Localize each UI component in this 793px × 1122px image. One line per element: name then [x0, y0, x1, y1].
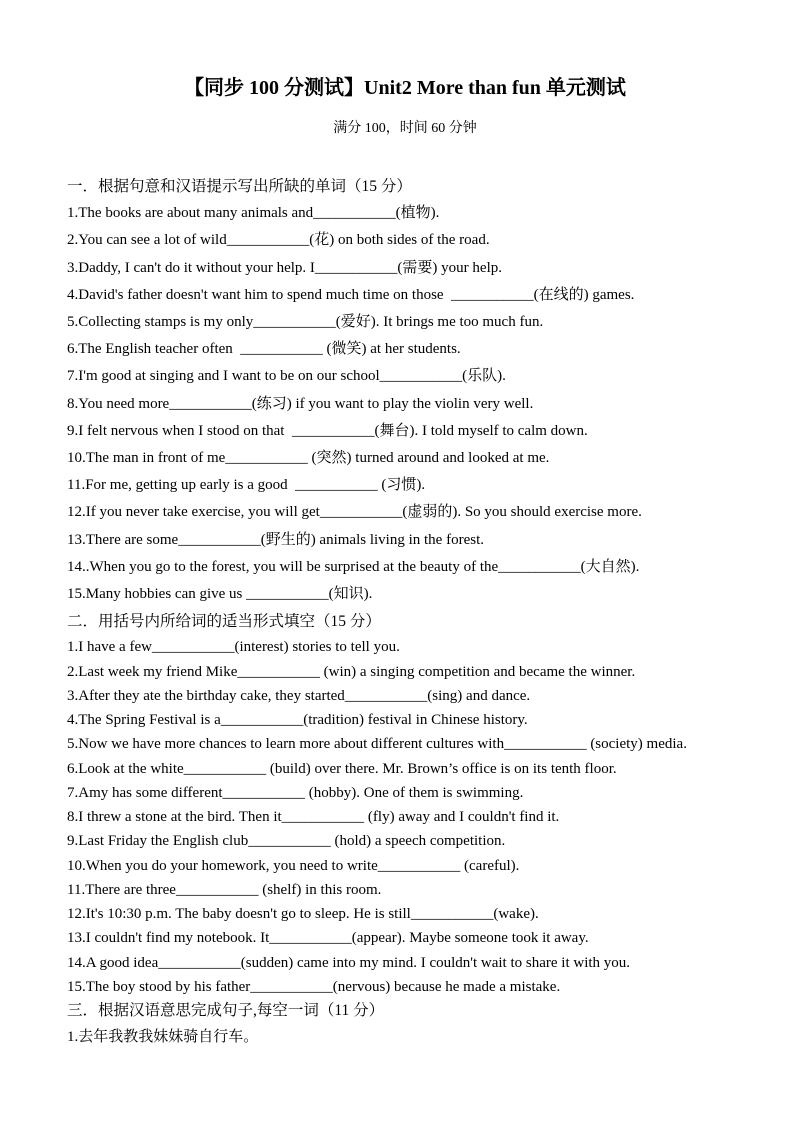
question-line: 1.去年我教我妹妹骑自行车。 [67, 1028, 259, 1045]
question-line: 11.For me, getting up early is a good ___________ (习惯). [67, 477, 426, 494]
section-heading: 三．根据汉语意思完成句子,每空一词（11 分） [67, 1002, 385, 1020]
question-line: 14.A good idea___________(sudden) came into my mind. I couldn't wait to share it with you. [67, 954, 631, 971]
page-title: 【同步 100 分测试】Unit2 More than fun 单元测试 [184, 77, 626, 99]
question-line: 5.Now we have more chances to learn more about different cultures with___________ (society) media. [67, 736, 687, 753]
question-line: 10.When you do your homework, you need to write___________ (careful). [67, 857, 520, 874]
question-line: 14..When you go to the forest, you will be surprised at the beauty of the___________(大自然). [67, 558, 640, 575]
question-line: 3.Daddy, I can't do it without your help. I___________(需要) your help. [67, 259, 502, 276]
question-line: 12.If you never take exercise, you will get___________(虚弱的). So you should exercise more. [67, 504, 642, 521]
question-line: 1.I have a few___________(interest) stories to tell you. [67, 639, 400, 656]
question-list [67, 1024, 753, 1051]
question-line: 2.You can see a lot of wild___________(花) on both sides of the road. [67, 232, 490, 249]
question-line: 9.I felt nervous when I stood on that ___________(舞台). I told myself to calm down. [67, 422, 588, 439]
question-line: 4.David's father doesn't want him to spend much time on those ___________(在线的) games. [67, 286, 635, 303]
page-subtitle: 满分 100，时间 60 分钟 [333, 121, 477, 136]
section-heading: 一．根据句意和汉语提示写出所缺的单词（15 分） [67, 178, 412, 195]
question-line: 10.The man in front of me___________ (突然) turned around and looked at me. [67, 450, 550, 467]
question-line: 15.The boy stood by his father___________(nervous) because he made a mistake. [67, 978, 561, 995]
question-list [67, 635, 753, 999]
question-line: 15.Many hobbies can give us ___________(知识). [67, 586, 373, 603]
question-line: 4.The Spring Festival is a___________(tradition) festival in Chinese history. [67, 712, 528, 729]
section-heading: 二．用括号内所给词的适当形式填空（15 分） [67, 613, 381, 631]
question-line: 11.There are three___________ (shelf) in this room. [67, 881, 382, 898]
question-line: 12.It's 10:30 p.m. The baby doesn't go to sleep. He is still___________(wake). [67, 906, 539, 923]
question-line: 6.The English teacher often ___________ (微笑) at her students. [67, 341, 461, 358]
question-line: 3.After they ate the birthday cake, they started___________(sing) and dance. [67, 687, 531, 704]
question-line: 1.The books are about many animals and___________(植物). [67, 205, 440, 222]
section [67, 999, 753, 1051]
question-line: 13.There are some___________(野生的) animals living in the forest. [67, 531, 484, 548]
question-line: 5.Collecting stamps is my only___________(爱好). It brings me too much fun. [67, 314, 544, 331]
question-line: 8.You need more___________(练习) if you want to play the violin very well. [67, 395, 534, 412]
sections-container [67, 173, 753, 1051]
question-line: 8.I threw a stone at the bird. Then it___________ (fly) away and I couldn't find it. [67, 809, 560, 826]
question-line: 7.I'm good at singing and I want to be on our school___________(乐队). [67, 368, 506, 385]
section [67, 608, 753, 999]
question-list [67, 200, 753, 608]
question-line: 7.Amy has some different___________ (hobby). One of them is swimming. [67, 784, 524, 801]
section [67, 173, 753, 608]
question-line: 6.Look at the white___________ (build) over there. Mr. Brown’s office is on its tenth floor. [67, 760, 617, 777]
question-line: 9.Last Friday the English club___________ (hold) a speech competition. [67, 833, 506, 850]
question-line: 13.I couldn't find my notebook. It___________(appear). Maybe someone took it away. [67, 930, 589, 947]
question-line: 2.Last week my friend Mike___________ (win) a singing competition and became the winner. [67, 663, 636, 680]
